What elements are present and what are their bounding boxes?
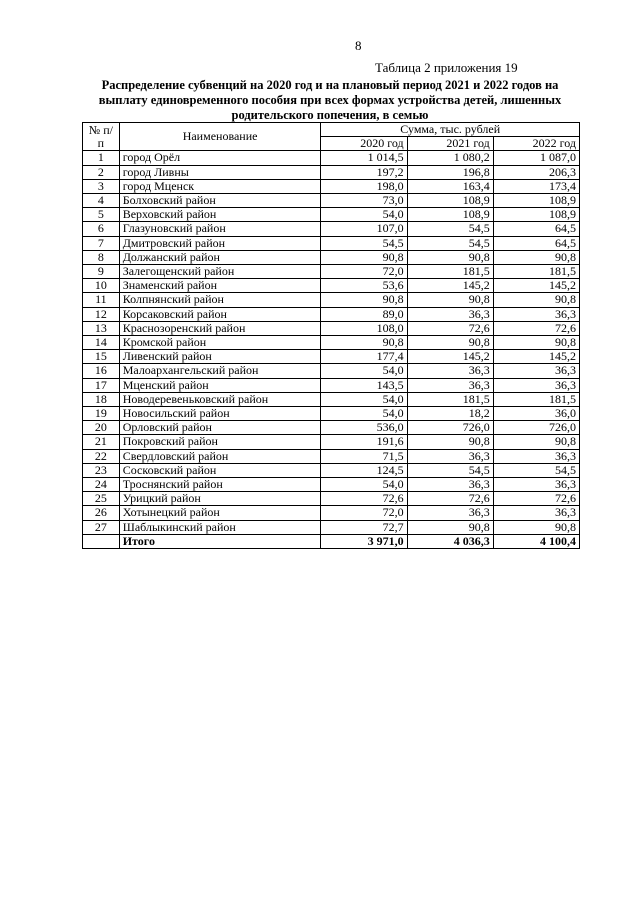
row-value-2020: 197,2 <box>321 165 407 179</box>
row-name-cell: Ливенский район <box>119 350 321 364</box>
row-value-2021: 181,5 <box>407 392 493 406</box>
row-value-2020: 90,8 <box>321 336 407 350</box>
row-name-cell: Хотынецкий район <box>119 506 321 520</box>
column-header-year-2021: 2021 год <box>407 137 493 151</box>
row-name-cell: Корсаковский район <box>119 307 321 321</box>
table-row <box>83 364 580 378</box>
row-number-cell: 15 <box>83 350 120 364</box>
table-row <box>83 463 580 477</box>
row-name-cell: Дмитровский район <box>119 236 321 250</box>
row-value-2021: 90,8 <box>407 435 493 449</box>
row-value-2022: 36,3 <box>493 364 579 378</box>
row-number-cell: 12 <box>83 307 120 321</box>
row-number-cell: 20 <box>83 421 120 435</box>
row-value-2022: 90,8 <box>493 520 579 534</box>
table-row <box>83 236 580 250</box>
row-value-2022: 36,0 <box>493 407 579 421</box>
row-value-2021: 90,8 <box>407 520 493 534</box>
row-value-2020: 72,0 <box>321 265 407 279</box>
row-number-cell: 8 <box>83 250 120 264</box>
row-name-cell: Кромской район <box>119 336 321 350</box>
table-row <box>83 179 580 193</box>
row-number-cell: 3 <box>83 179 120 193</box>
row-number-cell: 7 <box>83 236 120 250</box>
row-value-2020: 124,5 <box>321 463 407 477</box>
row-value-2020: 54,0 <box>321 392 407 406</box>
row-number-cell: 27 <box>83 520 120 534</box>
table-total-row <box>83 534 580 548</box>
row-value-2020: 71,5 <box>321 449 407 463</box>
row-number-cell: 23 <box>83 463 120 477</box>
row-value-2022: 726,0 <box>493 421 579 435</box>
row-name-cell: город Мценск <box>119 179 321 193</box>
table-row <box>83 407 580 421</box>
row-name-cell: Урицкий район <box>119 492 321 506</box>
total-number-cell <box>83 534 120 548</box>
row-value-2021: 108,9 <box>407 208 493 222</box>
table-row <box>83 307 580 321</box>
row-value-2022: 90,8 <box>493 250 579 264</box>
row-number-cell: 6 <box>83 222 120 236</box>
row-value-2022: 90,8 <box>493 336 579 350</box>
row-number-cell: 5 <box>83 208 120 222</box>
table-row <box>83 421 580 435</box>
row-value-2020: 89,0 <box>321 307 407 321</box>
table-row <box>83 194 580 208</box>
row-value-2022: 108,9 <box>493 194 579 208</box>
row-value-2021: 36,3 <box>407 478 493 492</box>
row-value-2021: 90,8 <box>407 336 493 350</box>
row-value-2021: 54,5 <box>407 463 493 477</box>
row-value-2022: 206,3 <box>493 165 579 179</box>
row-value-2021: 196,8 <box>407 165 493 179</box>
row-value-2021: 1 080,2 <box>407 151 493 165</box>
column-header-sum: Сумма, тыс. рублей <box>321 123 580 137</box>
row-value-2022: 36,3 <box>493 307 579 321</box>
table-row <box>83 492 580 506</box>
row-value-2022: 72,6 <box>493 492 579 506</box>
total-2020: 3 971,0 <box>321 534 407 548</box>
row-value-2020: 54,0 <box>321 407 407 421</box>
row-value-2022: 72,6 <box>493 321 579 335</box>
row-value-2020: 198,0 <box>321 179 407 193</box>
row-name-cell: Новодеревеньковский район <box>119 392 321 406</box>
row-value-2020: 54,0 <box>321 208 407 222</box>
row-number-cell: 17 <box>83 378 120 392</box>
row-value-2021: 72,6 <box>407 492 493 506</box>
row-number-cell: 18 <box>83 392 120 406</box>
row-value-2020: 143,5 <box>321 378 407 392</box>
row-number-cell: 10 <box>83 279 120 293</box>
row-value-2020: 107,0 <box>321 222 407 236</box>
row-value-2021: 36,3 <box>407 307 493 321</box>
table-row <box>83 506 580 520</box>
table-row <box>83 449 580 463</box>
row-name-cell: Сосковский район <box>119 463 321 477</box>
row-number-cell: 22 <box>83 449 120 463</box>
row-number-cell: 11 <box>83 293 120 307</box>
table-body <box>83 151 580 534</box>
row-value-2022: 145,2 <box>493 350 579 364</box>
row-name-cell: город Орёл <box>119 151 321 165</box>
row-number-cell: 19 <box>83 407 120 421</box>
table-row <box>83 321 580 335</box>
table-row <box>83 336 580 350</box>
table-row <box>83 250 580 264</box>
row-value-2021: 108,9 <box>407 194 493 208</box>
table-row <box>83 350 580 364</box>
row-name-cell: Мценский район <box>119 378 321 392</box>
row-value-2021: 54,5 <box>407 222 493 236</box>
table-row <box>83 265 580 279</box>
row-value-2022: 36,3 <box>493 506 579 520</box>
row-name-cell: Шаблыкинский район <box>119 520 321 534</box>
row-number-cell: 25 <box>83 492 120 506</box>
row-name-cell: Новосильский район <box>119 407 321 421</box>
row-value-2021: 36,3 <box>407 506 493 520</box>
table-row <box>83 279 580 293</box>
row-value-2022: 1 087,0 <box>493 151 579 165</box>
row-name-cell: Болховский район <box>119 194 321 208</box>
row-name-cell: Глазуновский район <box>119 222 321 236</box>
row-value-2020: 90,8 <box>321 250 407 264</box>
row-value-2022: 54,5 <box>493 463 579 477</box>
row-value-2022: 145,2 <box>493 279 579 293</box>
row-value-2021: 18,2 <box>407 407 493 421</box>
row-value-2021: 36,3 <box>407 364 493 378</box>
row-name-cell: Свердловский район <box>119 449 321 463</box>
table-row <box>83 435 580 449</box>
row-value-2022: 36,3 <box>493 449 579 463</box>
row-value-2020: 54,0 <box>321 478 407 492</box>
row-value-2021: 36,3 <box>407 378 493 392</box>
row-value-2022: 90,8 <box>493 293 579 307</box>
row-value-2020: 177,4 <box>321 350 407 364</box>
row-name-cell: Орловский район <box>119 421 321 435</box>
total-label: Итого <box>119 534 321 548</box>
row-name-cell: Покровский район <box>119 435 321 449</box>
row-value-2022: 108,9 <box>493 208 579 222</box>
total-2021: 4 036,3 <box>407 534 493 548</box>
table-row <box>83 478 580 492</box>
document-title: Распределение субвенций на 2020 год и на плановый период 2021 и 2022 годов на выплату единовременного пособия при всех формах устройства детей, лишенных родительского попечения, в семью <box>98 78 562 122</box>
row-value-2021: 54,5 <box>407 236 493 250</box>
table-reference: Таблица 2 приложения 19 <box>375 60 518 75</box>
row-value-2022: 181,5 <box>493 265 579 279</box>
table-row <box>83 165 580 179</box>
column-header-year-2020: 2020 год <box>321 137 407 151</box>
row-number-cell: 2 <box>83 165 120 179</box>
row-value-2020: 1 014,5 <box>321 151 407 165</box>
row-value-2020: 72,6 <box>321 492 407 506</box>
row-value-2020: 108,0 <box>321 321 407 335</box>
row-value-2020: 54,5 <box>321 236 407 250</box>
row-value-2020: 536,0 <box>321 421 407 435</box>
row-name-cell: Краснозоренский район <box>119 321 321 335</box>
column-header-number: № п/п <box>83 123 120 151</box>
row-name-cell: Должанский район <box>119 250 321 264</box>
row-number-cell: 21 <box>83 435 120 449</box>
row-value-2021: 36,3 <box>407 449 493 463</box>
row-number-cell: 24 <box>83 478 120 492</box>
row-value-2021: 90,8 <box>407 293 493 307</box>
row-number-cell: 1 <box>83 151 120 165</box>
row-number-cell: 26 <box>83 506 120 520</box>
row-number-cell: 16 <box>83 364 120 378</box>
row-value-2020: 72,0 <box>321 506 407 520</box>
table-header-row <box>83 123 580 137</box>
row-name-cell: Залегощенский район <box>119 265 321 279</box>
table-row <box>83 222 580 236</box>
row-name-cell: Колпнянский район <box>119 293 321 307</box>
row-value-2020: 191,6 <box>321 435 407 449</box>
row-value-2021: 181,5 <box>407 265 493 279</box>
row-value-2021: 72,6 <box>407 321 493 335</box>
row-value-2020: 54,0 <box>321 364 407 378</box>
table-row <box>83 520 580 534</box>
row-name-cell: Троснянский район <box>119 478 321 492</box>
row-value-2021: 726,0 <box>407 421 493 435</box>
table-row <box>83 151 580 165</box>
row-name-cell: Верховский район <box>119 208 321 222</box>
row-value-2021: 145,2 <box>407 350 493 364</box>
row-value-2022: 64,5 <box>493 222 579 236</box>
column-header-name: Наименование <box>119 123 321 151</box>
row-value-2021: 145,2 <box>407 279 493 293</box>
row-value-2022: 36,3 <box>493 478 579 492</box>
row-value-2020: 73,0 <box>321 194 407 208</box>
table-row <box>83 392 580 406</box>
row-name-cell: Знаменский район <box>119 279 321 293</box>
table-row <box>83 293 580 307</box>
row-number-cell: 13 <box>83 321 120 335</box>
row-value-2022: 181,5 <box>493 392 579 406</box>
row-value-2021: 163,4 <box>407 179 493 193</box>
subvention-table <box>82 122 580 549</box>
row-value-2022: 36,3 <box>493 378 579 392</box>
row-number-cell: 4 <box>83 194 120 208</box>
table-row <box>83 378 580 392</box>
row-name-cell: город Ливны <box>119 165 321 179</box>
page-number: 8 <box>355 38 362 53</box>
row-name-cell: Малоархангельский район <box>119 364 321 378</box>
row-value-2022: 90,8 <box>493 435 579 449</box>
row-value-2021: 90,8 <box>407 250 493 264</box>
row-number-cell: 14 <box>83 336 120 350</box>
column-header-year-2022: 2022 год <box>493 137 579 151</box>
row-number-cell: 9 <box>83 265 120 279</box>
row-value-2020: 72,7 <box>321 520 407 534</box>
row-value-2020: 53,6 <box>321 279 407 293</box>
table-row <box>83 208 580 222</box>
total-2022: 4 100,4 <box>493 534 579 548</box>
row-value-2020: 90,8 <box>321 293 407 307</box>
row-value-2022: 173,4 <box>493 179 579 193</box>
row-value-2022: 64,5 <box>493 236 579 250</box>
